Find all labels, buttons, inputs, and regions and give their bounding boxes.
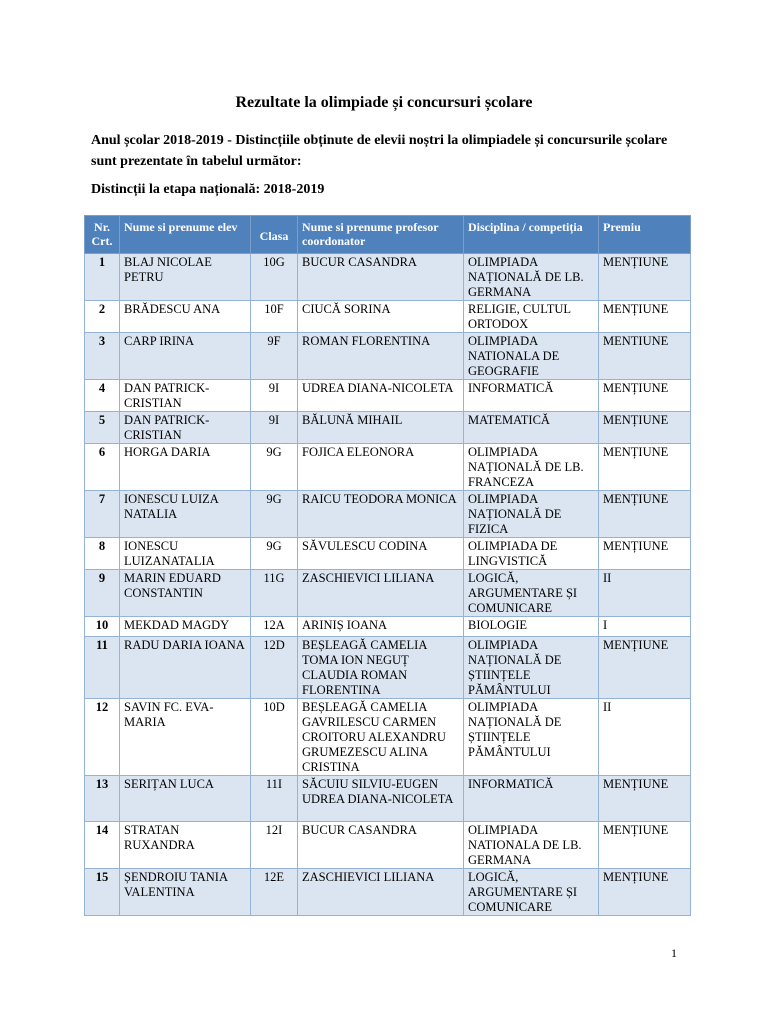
- cell-clasa: 9F: [251, 333, 298, 380]
- cell-profesor: ROMAN FLORENTINA: [298, 333, 464, 380]
- header-clasa: Clasa: [251, 216, 298, 254]
- section-subtitle: Distincții la etapa națională: 2018-2019: [91, 182, 325, 197]
- table-row: [85, 699, 691, 776]
- cell-disciplina: INFORMATICĂ: [464, 776, 599, 822]
- cell-nr: 7: [85, 491, 120, 538]
- cell-premiu: II: [599, 570, 691, 617]
- cell-profesor: BUCUR CASANDRA: [298, 254, 464, 301]
- cell-nume: BRĂDESCU ANA: [120, 301, 251, 333]
- cell-profesor: BUCUR CASANDRA: [298, 822, 464, 869]
- cell-premiu: MENȚIUNE: [599, 380, 691, 412]
- cell-nr: 10: [85, 617, 120, 637]
- table-row: [85, 491, 691, 538]
- table-header: [85, 216, 691, 254]
- cell-premiu: MENȚIUNE: [599, 822, 691, 869]
- cell-clasa: 12A: [251, 617, 298, 637]
- table-row: [85, 617, 691, 637]
- cell-nr: 3: [85, 333, 120, 380]
- page-title: Rezultate la olimpiade și concursuri școlare: [235, 94, 533, 111]
- cell-nr: 4: [85, 380, 120, 412]
- cell-premiu: MENȚIUNE: [599, 776, 691, 822]
- cell-nr: 8: [85, 538, 120, 570]
- cell-premiu: MENȚIUNE: [599, 491, 691, 538]
- cell-disciplina: LOGICĂ, ARGUMENTARE ȘI COMUNICARE: [464, 570, 599, 617]
- cell-premiu: MENȚIUNE: [599, 301, 691, 333]
- cell-nume: RADU DARIA IOANA: [120, 637, 251, 699]
- intro-paragraph: Anul școlar 2018-2019 - Distincțiile obținute de elevii noștri la olimpiadele și concursurile școlare sunt prezentate în tabelul următor:: [91, 133, 668, 169]
- cell-clasa: 10D: [251, 699, 298, 776]
- table-row: [85, 333, 691, 380]
- table-row: [85, 637, 691, 699]
- table-row: [85, 380, 691, 412]
- table-row: [85, 538, 691, 570]
- table-row: [85, 822, 691, 869]
- cell-nr: 12: [85, 699, 120, 776]
- cell-profesor: BĂLUNĂ MIHAIL: [298, 412, 464, 444]
- cell-disciplina: BIOLOGIE: [464, 617, 599, 637]
- cell-profesor: ZASCHIEVICI LILIANA: [298, 570, 464, 617]
- table-row: [85, 776, 691, 822]
- cell-nr: 9: [85, 570, 120, 617]
- cell-profesor: CIUCĂ SORINA: [298, 301, 464, 333]
- cell-profesor: BEȘLEAGĂ CAMELIA GAVRILESCU CARMEN CROITORU ALEXANDRU GRUMEZESCU ALINA CRISTINA: [298, 699, 464, 776]
- header-row: [85, 216, 691, 254]
- cell-clasa: 12D: [251, 637, 298, 699]
- cell-premiu: MENȚIUNE: [599, 444, 691, 491]
- cell-nume: SERIȚAN LUCA: [120, 776, 251, 822]
- cell-profesor: BEȘLEAGĂ CAMELIA TOMA ION NEGUȚ CLAUDIA ROMAN FLORENTINA: [298, 637, 464, 699]
- cell-premiu: II: [599, 699, 691, 776]
- cell-nr: 11: [85, 637, 120, 699]
- cell-clasa: 12I: [251, 822, 298, 869]
- cell-disciplina: INFORMATICĂ: [464, 380, 599, 412]
- cell-disciplina: OLIMPIADA NAȚIONALĂ DE ȘTIINȚELE PĂMÂNTULUI: [464, 699, 599, 776]
- cell-profesor: FOJICA ELEONORA: [298, 444, 464, 491]
- cell-profesor: SĂVULESCU CODINA: [298, 538, 464, 570]
- cell-clasa: 11G: [251, 570, 298, 617]
- cell-premiu: MENȚIUNE: [599, 869, 691, 916]
- cell-nume: ȘENDROIU TANIA VALENTINA: [120, 869, 251, 916]
- cell-disciplina: OLIMPIADA NATIONALA DE LB. GERMANA: [464, 822, 599, 869]
- header-nr: Nr. Crt.: [85, 216, 120, 254]
- header-disciplina: Disciplina / competiția: [464, 216, 599, 254]
- results-table: [84, 215, 691, 916]
- cell-disciplina: OLIMPIADA NAȚIONALĂ DE ȘTIINȚELE PĂMÂNTULUI: [464, 637, 599, 699]
- cell-clasa: 9G: [251, 444, 298, 491]
- cell-disciplina: OLIMPIADA NAȚIONALĂ DE FIZICA: [464, 491, 599, 538]
- cell-nr: 15: [85, 869, 120, 916]
- cell-clasa: 10F: [251, 301, 298, 333]
- cell-clasa: 12E: [251, 869, 298, 916]
- cell-clasa: 9G: [251, 491, 298, 538]
- cell-nume: MARIN EDUARD CONSTANTIN: [120, 570, 251, 617]
- cell-clasa: 9I: [251, 412, 298, 444]
- cell-disciplina: OLIMPIADA NAȚIONALĂ DE LB. GERMANA: [464, 254, 599, 301]
- table-row: [85, 412, 691, 444]
- cell-disciplina: MATEMATICĂ: [464, 412, 599, 444]
- table-row: [85, 869, 691, 916]
- cell-nr: 1: [85, 254, 120, 301]
- cell-profesor: ZASCHIEVICI LILIANA: [298, 869, 464, 916]
- table-body: [85, 254, 691, 916]
- header-profesor: Nume si prenume profesor coordonator: [298, 216, 464, 254]
- cell-disciplina: OLIMPIADA NATIONALA DE GEOGRAFIE: [464, 333, 599, 380]
- table-row: [85, 254, 691, 301]
- cell-clasa: 9I: [251, 380, 298, 412]
- cell-nr: 6: [85, 444, 120, 491]
- cell-profesor: ARINIȘ IOANA: [298, 617, 464, 637]
- cell-clasa: 10G: [251, 254, 298, 301]
- cell-premiu: MENȚIUNE: [599, 637, 691, 699]
- cell-nume: DAN PATRICK-CRISTIAN: [120, 380, 251, 412]
- cell-premiu: MENȚIUNE: [599, 538, 691, 570]
- cell-nume: IONESCU LUIZANATALIA: [120, 538, 251, 570]
- cell-disciplina: OLIMPIADA DE LINGVISTICĂ: [464, 538, 599, 570]
- cell-premiu: MENȚIUNE: [599, 254, 691, 301]
- table-row: [85, 301, 691, 333]
- cell-disciplina: LOGICĂ, ARGUMENTARE ȘI COMUNICARE: [464, 869, 599, 916]
- cell-profesor: SĂCUIU SILVIU-EUGEN UDREA DIANA-NICOLETA: [298, 776, 464, 822]
- cell-nume: SAVIN FC. EVA-MARIA: [120, 699, 251, 776]
- cell-nr: 13: [85, 776, 120, 822]
- cell-nr: 2: [85, 301, 120, 333]
- cell-disciplina: OLIMPIADA NAȚIONALĂ DE LB. FRANCEZA: [464, 444, 599, 491]
- cell-nume: MEKDAD MAGDY: [120, 617, 251, 637]
- header-premiu: Premiu: [599, 216, 691, 254]
- cell-nume: CARP IRINA: [120, 333, 251, 380]
- cell-nr: 5: [85, 412, 120, 444]
- header-nume: Nume si prenume elev: [120, 216, 251, 254]
- cell-nume: IONESCU LUIZA NATALIA: [120, 491, 251, 538]
- cell-profesor: UDREA DIANA-NICOLETA: [298, 380, 464, 412]
- cell-premiu: MENTIUNE: [599, 333, 691, 380]
- cell-disciplina: RELIGIE, CULTUL ORTODOX: [464, 301, 599, 333]
- page-number: 1: [671, 946, 677, 960]
- cell-premiu: MENȚIUNE: [599, 412, 691, 444]
- cell-nume: BLAJ NICOLAE PETRU: [120, 254, 251, 301]
- cell-clasa: 11I: [251, 776, 298, 822]
- cell-profesor: RAICU TEODORA MONICA: [298, 491, 464, 538]
- cell-nume: HORGA DARIA: [120, 444, 251, 491]
- cell-nume: DAN PATRICK-CRISTIAN: [120, 412, 251, 444]
- table-row: [85, 444, 691, 491]
- cell-nume: STRATAN RUXANDRA: [120, 822, 251, 869]
- cell-nr: 14: [85, 822, 120, 869]
- table-row: [85, 570, 691, 617]
- cell-clasa: 9G: [251, 538, 298, 570]
- cell-premiu: I: [599, 617, 691, 637]
